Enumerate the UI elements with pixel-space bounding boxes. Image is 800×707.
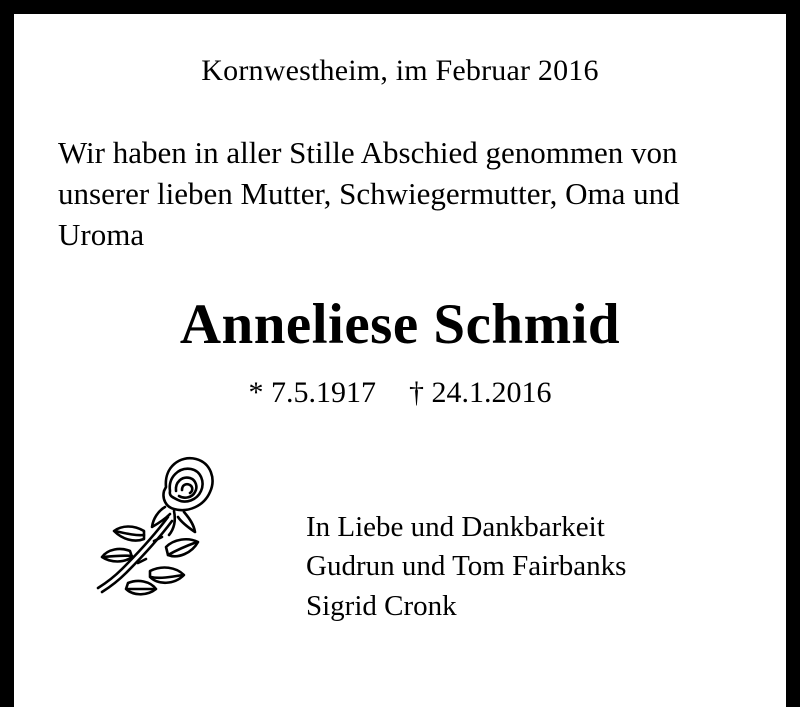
closing-line-1: In Liebe und Dankbarkeit <box>306 511 605 543</box>
intro-line-2: unserer lieben Mutter, Schwiegermutter, Oma und <box>58 176 680 212</box>
intro-line-3: Uroma <box>58 217 145 253</box>
deceased-name: Anneliese Schmid <box>179 293 621 356</box>
life-dates <box>14 376 786 410</box>
death-symbol: † <box>409 376 424 409</box>
closing-line-3: Sigrid Cronk <box>306 589 457 622</box>
intro-text <box>58 132 748 256</box>
intro-line-1: Wir haben in aller Stille Abschied genommen von <box>58 135 678 170</box>
notice-content <box>14 14 786 707</box>
closing-line-2: Gudrun und Tom Fairbanks <box>306 550 627 583</box>
place-and-date: Kornwestheim, im Februar 2016 <box>201 54 599 87</box>
rose-icon <box>58 429 248 614</box>
birth-symbol: * <box>248 376 264 409</box>
birth-date: 7.5.1917 <box>271 376 376 409</box>
death-date: 24.1.2016 <box>431 376 552 409</box>
closing-text <box>306 508 626 626</box>
